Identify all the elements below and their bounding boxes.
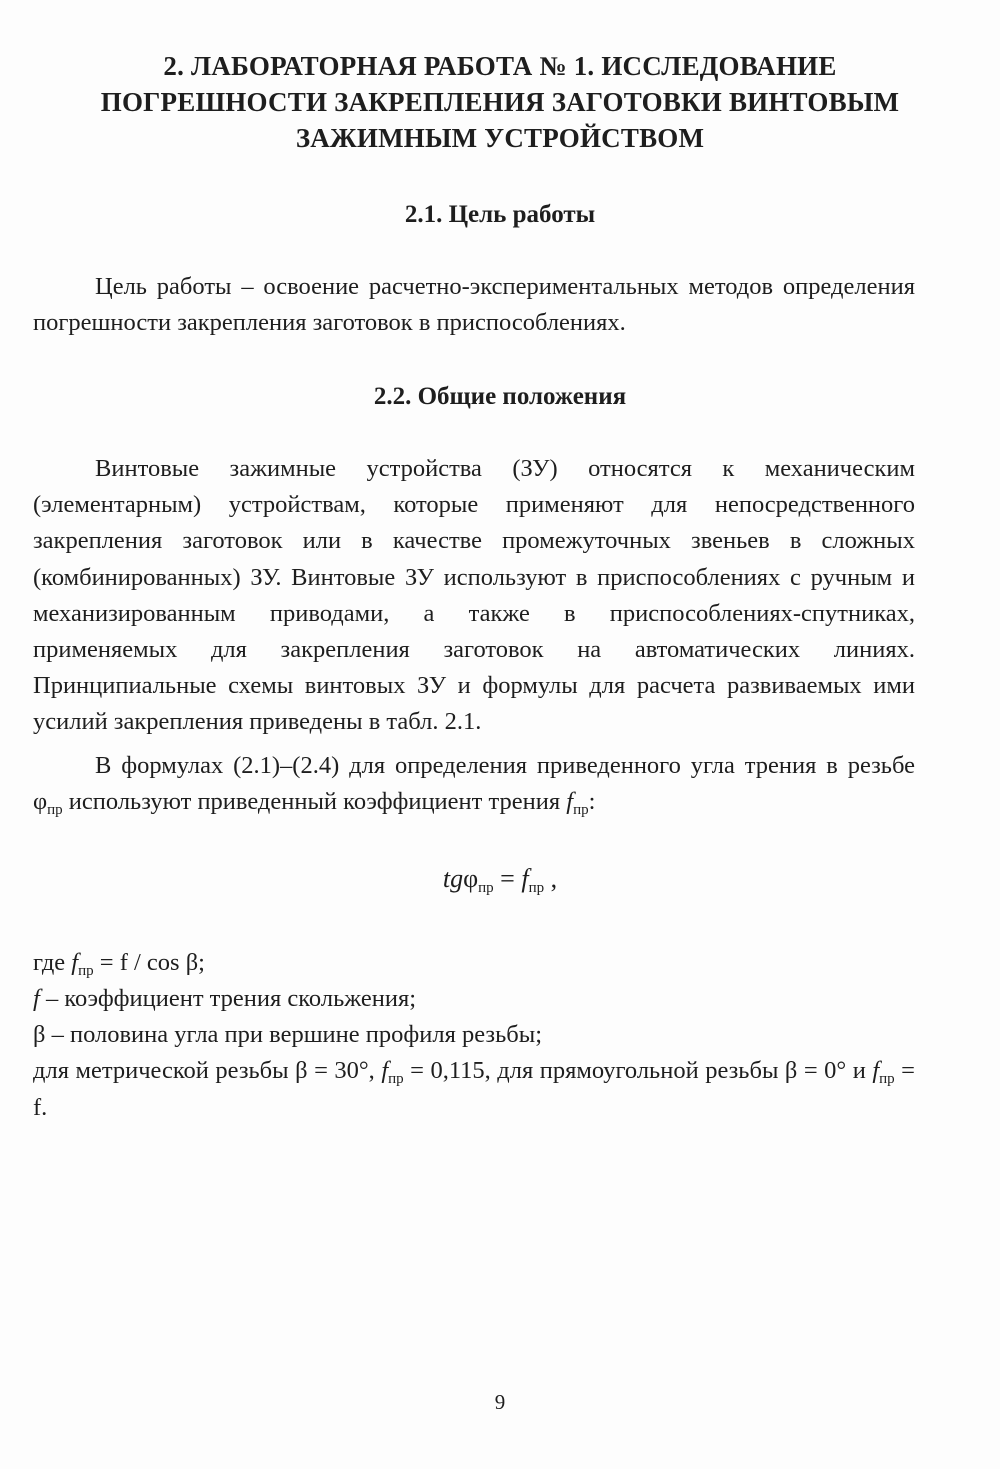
- where-var-f: f: [71, 949, 79, 976]
- formula-equals: =: [493, 864, 522, 893]
- paragraph2-colon: :: [588, 788, 596, 816]
- chapter-title: [40, 48, 960, 156]
- friction-formula: [0, 862, 1000, 896]
- chapter-title-line-3: ЗАЖИМНЫМ УСТРОЙСТВОМ: [295, 123, 705, 153]
- definition-where: [33, 945, 915, 981]
- paragraph2-var-f: f: [566, 788, 574, 816]
- goal-paragraph: Цель работы – освоение расчетно-экспериментальных методов определения погрешности закрепления заготовок в приспособлениях.: [33, 273, 915, 337]
- formula-tg: tg: [442, 864, 464, 893]
- definition-thread-values: [33, 1053, 915, 1126]
- general-paragraph-1: Винтовые зажимные устройства (ЗУ) относятся к механическим (элементарным) устройствам, которые применяют для непосредственного закрепления заготовок или в качестве промежуточных звеньев в сложных (комбинированных) ЗУ. Винтовые ЗУ используют в приспособлениях с ручным и механизированным приводами, а также в приспособлениях-спутниках, применяемых для закрепления заготовок на автоматических линиях. Принципиальные схемы винтовых ЗУ и формулы для расчета развиваемых ими усилий закрепления приведены в табл. 2.1.: [33, 455, 915, 736]
- section-heading-goal: 2.1. Цель работы: [404, 201, 596, 228]
- chapter-title-line-2: ПОГРЕШНОСТИ ЗАКРЕПЛЕНИЯ ЗАГОТОВКИ ВИНТОВЫМ: [100, 87, 900, 117]
- formula-f: f: [521, 864, 529, 893]
- paragraph2-text-1: В формулах (2.1)–(2.4) для определения приведенного угла трения в резьбе φ: [33, 752, 915, 816]
- section-heading-general: 2.2. Общие положения: [373, 383, 627, 410]
- line4-var-f: f: [381, 1057, 389, 1084]
- general-paragraph-2: [33, 748, 915, 820]
- definition-half-angle: β – половина угла при вершине профиля резьбы;: [33, 1021, 543, 1048]
- formula-tail: ,: [544, 864, 558, 893]
- where-rest: = f / cos β;: [93, 949, 205, 976]
- line4-sub: пр: [388, 1071, 404, 1087]
- paragraph2-sub-1: пр: [47, 802, 63, 819]
- line4-text-3: = f.: [33, 1057, 916, 1121]
- line4-var-f-2: f: [872, 1057, 880, 1084]
- formula-phi: φ: [463, 864, 479, 893]
- definition-friction-coefficient: [33, 981, 915, 1017]
- line4-sub-2: пр: [879, 1071, 895, 1087]
- line4-text-2: = 0,115, для прямоугольной резьбы β = 0° и: [403, 1057, 873, 1084]
- formula-phi-sub: пр: [478, 880, 494, 896]
- line2-var-f: f: [33, 985, 40, 1012]
- paragraph2-text-2: используют приведенный коэффициент трения: [62, 788, 567, 816]
- paragraph2-sub-2: пр: [573, 802, 589, 819]
- where-sub: пр: [78, 963, 94, 979]
- line2-text: – коэффициент трения скольжения;: [39, 985, 417, 1012]
- where-prefix: где: [33, 949, 72, 976]
- formula-f-sub: пр: [528, 880, 545, 896]
- line4-text-1: для метрической резьбы β = 30°,: [33, 1057, 382, 1084]
- page-number: 9: [494, 1390, 506, 1414]
- chapter-title-line-1: 2. ЛАБОРАТОРНАЯ РАБОТА № 1. ИССЛЕДОВАНИЕ: [163, 51, 837, 81]
